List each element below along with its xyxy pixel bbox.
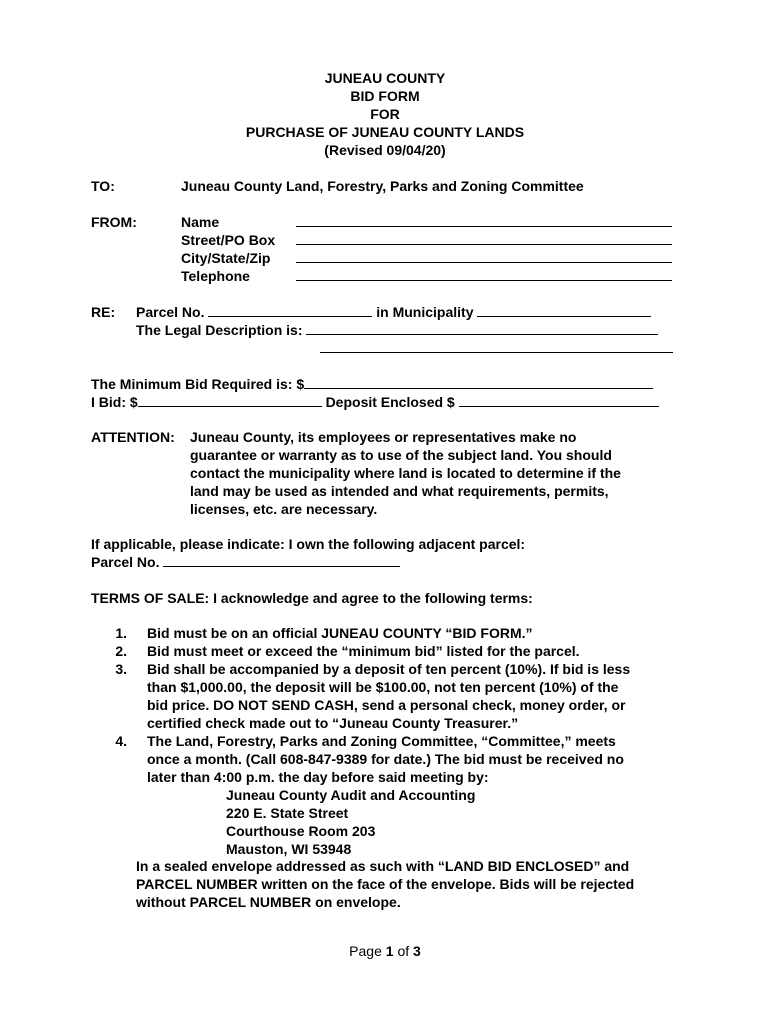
street-field[interactable] [296,232,672,245]
from-telephone-label: Telephone [181,268,250,284]
attention-line-5: licenses, etc. are necessary. [190,501,378,517]
legal-description-label: The Legal Description is: [136,322,303,338]
title-purchase: PURCHASE OF JUNEAU COUNTY LANDS [245,124,525,140]
term-text: Bid must be on an official JUNEAU COUNTY “BID FORM.” [147,625,533,641]
attention-line-3: contact the municipality where land is located to determine if the [190,465,621,481]
parcel-no-field[interactable] [208,304,372,317]
envelope-line-1: In a sealed envelope addressed as such with “LAND BID ENCLOSED” and [136,858,630,874]
term-text: Bid shall be accompanied by a deposit of ten percent (10%). If bid is less [147,661,631,677]
parcel-no-label: Parcel No. [136,304,205,320]
envelope-line-3: without PARCEL NUMBER on envelope. [136,894,401,910]
i-bid-label: I Bid: $ [91,394,138,410]
term-item-2 [91,642,580,660]
page-footer [0,943,770,959]
terms-heading: TERMS OF SALE: I acknowledge and agree to the following terms: [91,590,533,606]
term-number: 3. [115,661,127,677]
adjacent-parcel-label: Parcel No. [91,554,160,570]
form-title-block [0,69,770,159]
adjacent-parcel-text: If applicable, please indicate: I own the following adjacent parcel: [91,536,526,552]
title-county: JUNEAU COUNTY [324,70,446,86]
legal-description-field-1[interactable] [306,322,658,335]
term-3-line-2: than $1,000.00, the deposit will be $100.00, not ten percent (10%) of the [147,679,619,695]
page-number: 1 [385,943,394,959]
address-line-2: 220 E. State Street [226,805,349,821]
title-for: FOR [370,106,400,122]
term-3-line-3: bid price. DO NOT SEND CASH, send a personal check, money order, or [147,697,626,713]
to-label: TO: [91,178,115,194]
envelope-line-2: PARCEL NUMBER written on the face of the envelope. Bids will be rejected [136,876,635,892]
title-bid-form: BID FORM [350,88,420,104]
address-line-4: Mauston, WI 53948 [226,841,352,857]
term-text: Bid must meet or exceed the “minimum bid” listed for the parcel. [147,643,580,659]
from-label: FROM: [91,214,137,230]
term-4-line-2: once a month. (Call 608-847-9389 for date.) The bid must be received no [147,751,624,767]
term-item-3 [91,660,630,678]
attention-label: ATTENTION: [91,429,175,445]
term-3-line-4: certified check made out to “Juneau County Treasurer.” [147,715,519,731]
address-line-1: Juneau County Audit and Accounting [226,787,476,803]
re-label: RE: [91,304,116,320]
municipality-field[interactable] [477,304,651,317]
from-city-label: City/State/Zip [181,250,271,266]
legal-description-field-2[interactable] [320,340,673,353]
term-number: 1. [115,625,127,641]
page-word: Page [349,943,382,959]
attention-line-4: land may be used as intended and what requirements, permits, [190,483,609,499]
municipality-label: in Municipality [376,304,474,320]
telephone-field[interactable] [296,268,672,281]
deposit-field[interactable] [459,394,659,407]
of-word: of [397,943,410,959]
term-text: The Land, Forestry, Parks and Zoning Committee, “Committee,” meets [147,733,616,749]
term-number: 2. [115,643,127,659]
from-street-label: Street/PO Box [181,232,276,248]
attention-line-2: guarantee or warranty as to use of the subject land. You should [190,447,612,463]
term-number: 4. [115,733,127,749]
adjacent-parcel-field[interactable] [163,554,400,567]
minimum-bid-label: The Minimum Bid Required is: $ [91,376,305,392]
name-field[interactable] [296,214,672,227]
deposit-label: Deposit Enclosed $ [325,394,455,410]
attention-line-1: Juneau County, its employees or representatives make no [190,429,577,445]
title-revised: (Revised 09/04/20) [324,142,446,158]
address-line-3: Courthouse Room 203 [226,823,376,839]
term-item-4 [91,732,616,750]
from-name-label: Name [181,214,220,230]
to-value: Juneau County Land, Forestry, Parks and Zoning Committee [181,178,584,194]
term-item-1 [91,624,533,642]
city-state-zip-field[interactable] [296,250,672,263]
minimum-bid-field[interactable] [304,376,653,389]
total-pages: 3 [413,943,421,959]
term-4-line-3: later than 4:00 p.m. the day before said meeting by: [147,769,489,785]
i-bid-field[interactable] [138,394,322,407]
